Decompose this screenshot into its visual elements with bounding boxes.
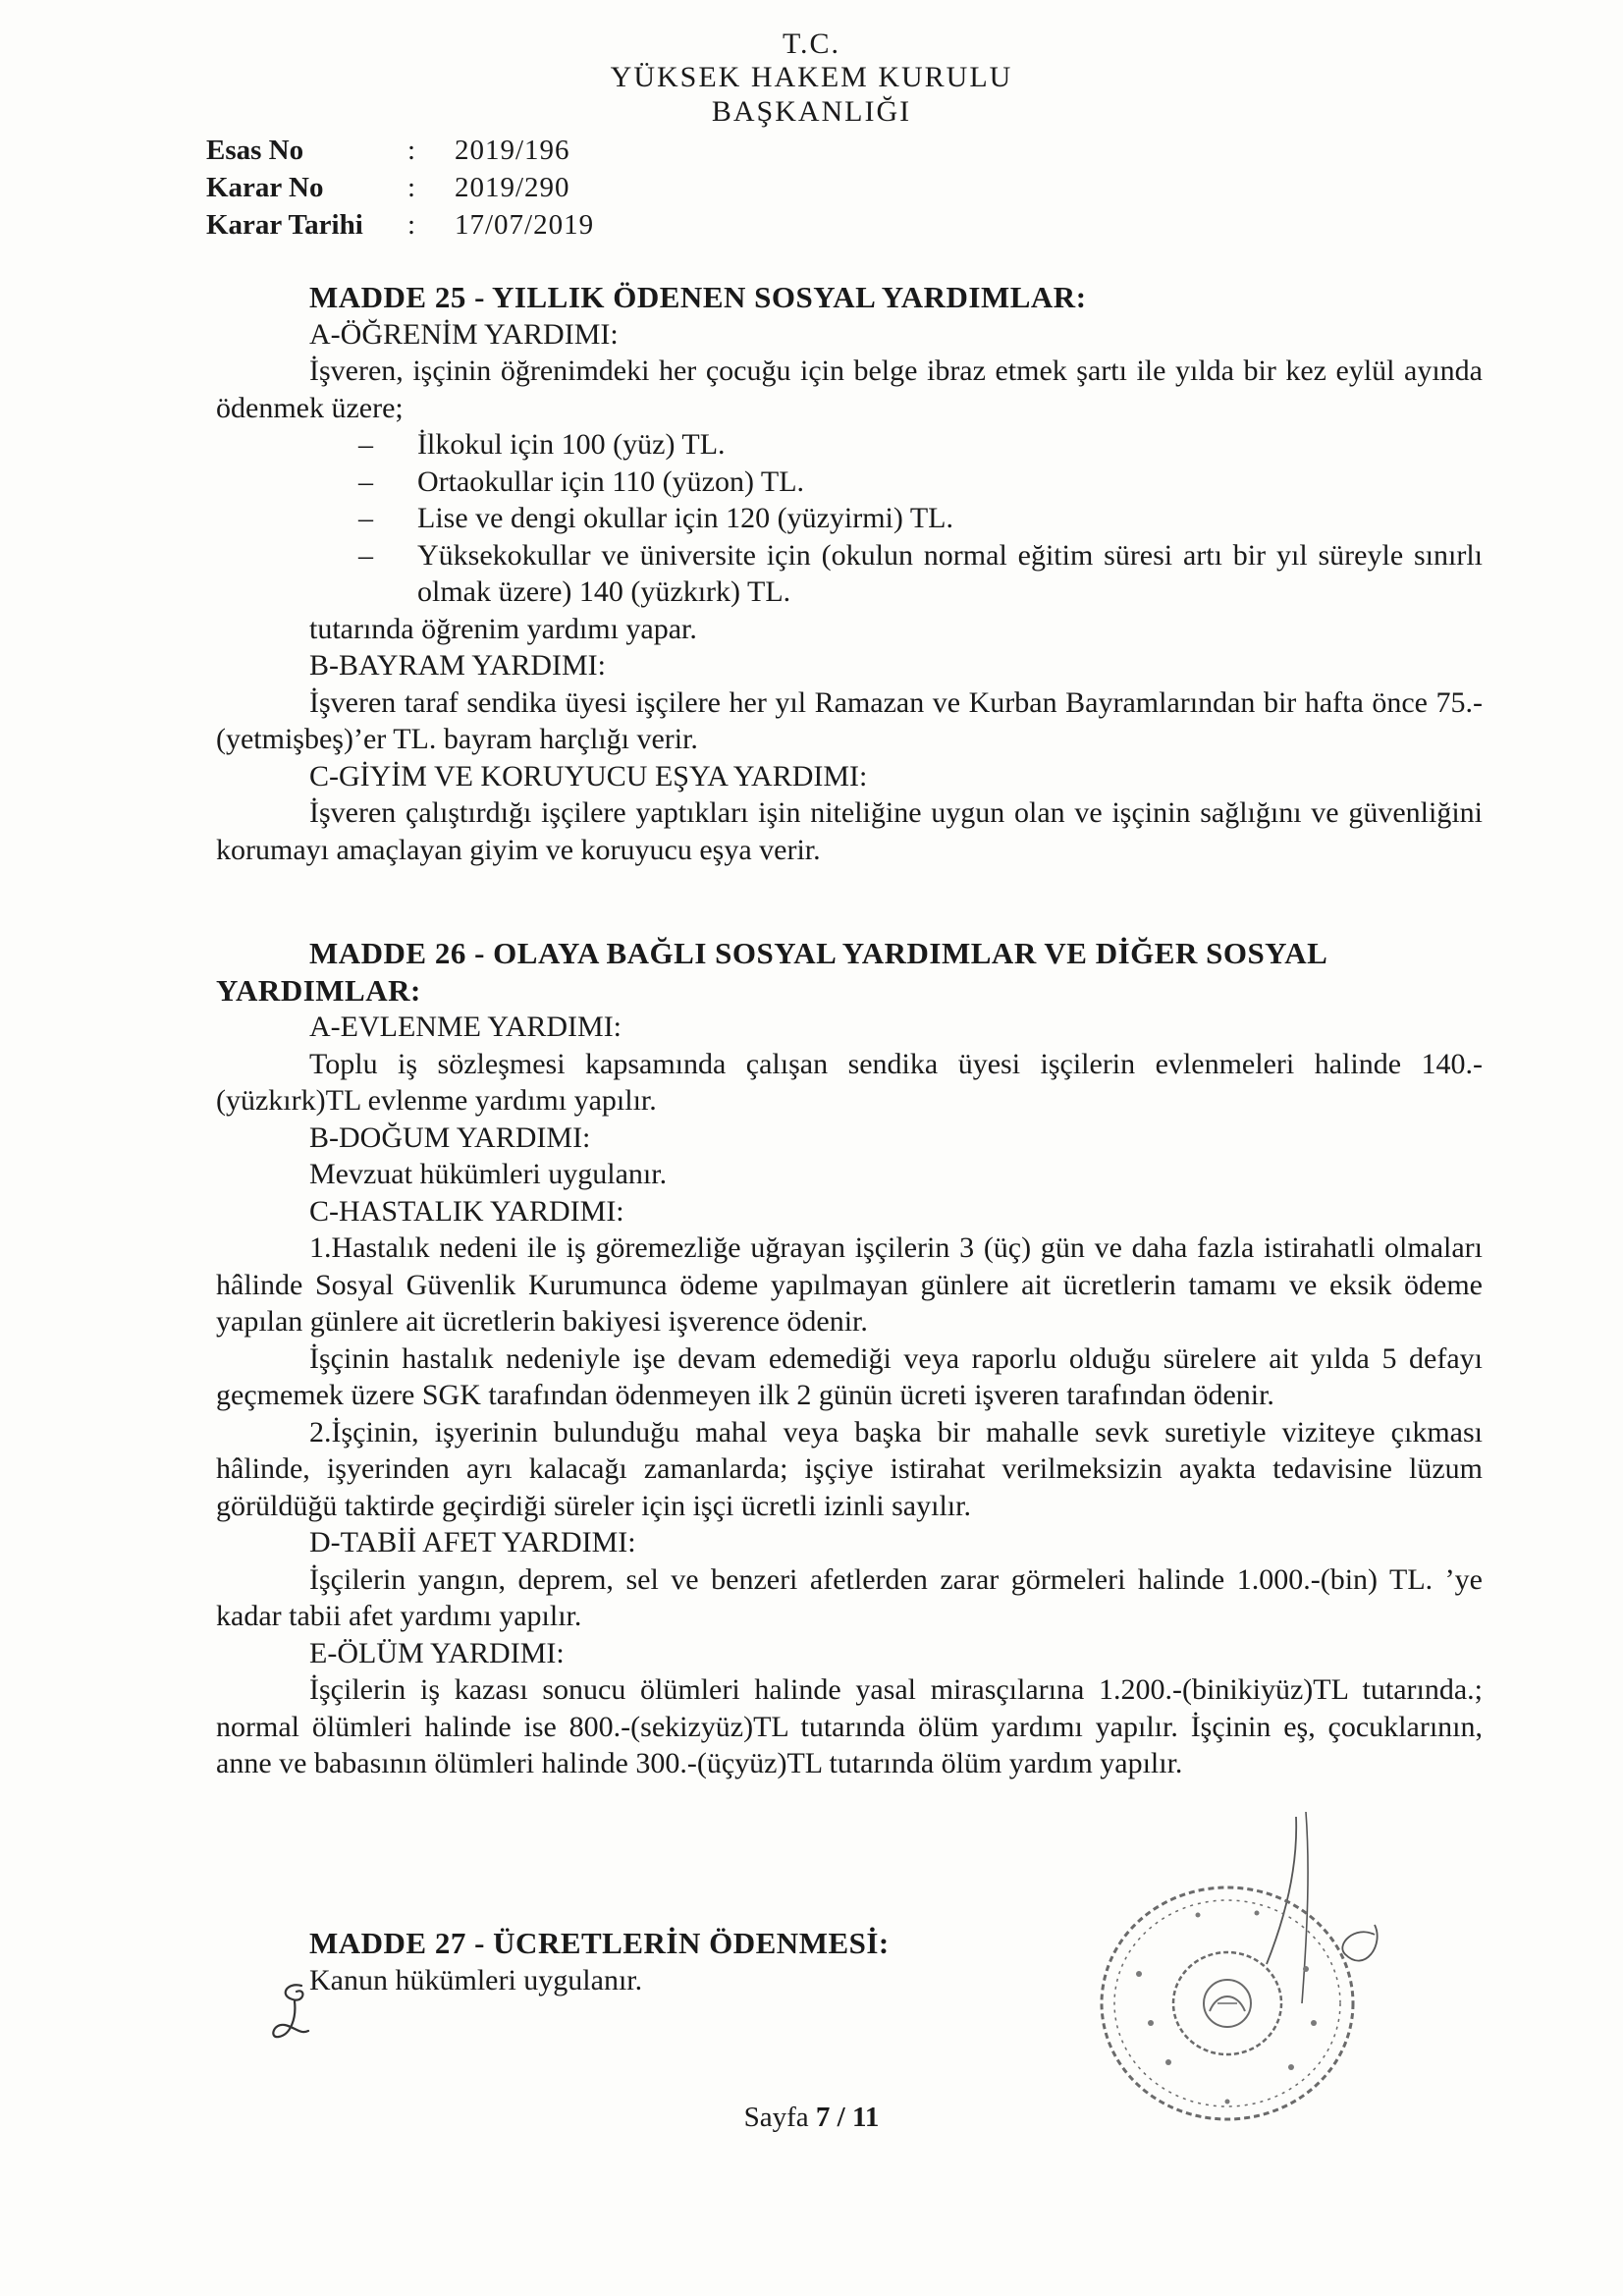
meta-value: 2019/290 (455, 172, 570, 203)
list-text: İlkokul için 100 (yüz) TL. (417, 428, 726, 461)
list-dash: – (358, 502, 373, 534)
section-title: A-ÖĞRENİM YARDIMI: (309, 317, 619, 351)
case-meta (206, 132, 594, 244)
list-item (216, 464, 1483, 501)
meta-value: 17/07/2019 (455, 209, 595, 241)
list-text: Lise ve dengi okullar için 120 (yüzyirmi) TL. (417, 502, 953, 534)
list-item (216, 537, 1483, 611)
section-text: İşveren çalıştırdığı işçilere yaptıkları işin niteliğine uygun olan ve işçinin sağlığını ve güvenliğini korumayı amaçlayan giyim ve koruyucu eşya verir. (216, 796, 1483, 866)
meta-colon: : (407, 135, 416, 166)
header-tc: T.C. (782, 27, 841, 60)
header-presidency: BAŞKANLIĞI (711, 95, 912, 128)
section-text: İşveren, işçinin öğrenimdeki her çocuğu için belge ibraz etmek şartı ile yılda bir kez eylül ayında ödenmek üzere; (216, 355, 1483, 424)
meta-colon: : (407, 209, 416, 241)
list-item (216, 426, 1483, 464)
section-title: B-BAYRAM YARDIMI: (309, 649, 606, 682)
page-number: 7 / 11 (815, 2102, 880, 2133)
article-title: MADDE 26 - OLAYA BAĞLI SOSYAL YARDIMLAR VE DİĞER SOSYAL (309, 936, 1328, 970)
article-title: MADDE 27 - ÜCRETLERİN ÖDENMESİ: (309, 1926, 890, 1960)
section-text: Kanun hükümleri uygulanır. (309, 1963, 643, 1996)
list-dash: – (358, 465, 373, 498)
meta-key: Karar No (206, 172, 324, 203)
article-title-cont: YARDIMLAR: (216, 972, 421, 1008)
page-footer (0, 2102, 1623, 2134)
list-text: Ortaokullar için 110 (yüzon) TL. (417, 465, 805, 498)
section-text: 2.İşçinin, işyerinin bulunduğu mahal veya başka bir mahalle sevk suretiyle viziteye çıkması hâlinde, işyerinden ayrı kalacağı zamanlarda; işçiye istirahat verilmeksizin ayakta tedavisine lüzum görüldüğü taktirde geçirdiği süreler için işçi ücretli izinli sayılır. (216, 1415, 1483, 1522)
section-title: A-EVLENME YARDIMI: (309, 1011, 622, 1043)
meta-row-tarih (206, 206, 594, 244)
section-text: Toplu iş sözleşmesi kapsamında çalışan sendika üyesi işçilerin evlenmeleri halinde 140.-(yüzkırk)TL evlenme yardımı yapılır. (216, 1047, 1483, 1117)
list-dash: – (358, 538, 373, 572)
section-text: 1.Hastalık nedeni ile iş göremezliğe uğrayan işçilerin 3 (üç) gün ve daha fazla istirahatli olmaları hâlinde Sosyal Güvenlik Kurumunca ödeme yapılmayan günlere ait ücretlerin tamamı ve eksik ödeme yapılan günlere ait ücretlerin bakiyesi işverence ödenir. (216, 1231, 1483, 1338)
madde-25 (216, 279, 1483, 868)
section-title: E-ÖLÜM YARDIMI: (309, 1636, 565, 1669)
section-title: C-HASTALIK YARDIMI: (309, 1194, 624, 1228)
section-title: D-TABİİ AFET YARDIMI: (309, 1526, 636, 1558)
section-text: Mevzuat hükümleri uygulanır. (309, 1158, 668, 1190)
meta-key: Karar Tarihi (206, 209, 363, 241)
meta-row-karar (206, 169, 594, 206)
section-text: tutarında öğrenim yardımı yapar. (309, 612, 697, 645)
list-item (216, 500, 1483, 537)
signature-initial (267, 1974, 336, 2052)
list-dash: – (358, 428, 373, 461)
section-text: İşçilerin iş kazası sonucu ölümleri halinde yasal mirasçılarına 1.200.-(binikiyüz)TL tutarında.; normal ölümleri halinde ise 800.-(sekizyüz)TL tutarında ölüm yardımı yapılır. İşçinin eş, çocuklarının, anne ve babasının ölümleri halinde 300.-(üçyüz)TL tutarında ölüm yardım yapılır. (216, 1673, 1483, 1779)
header-institution: YÜKSEK HAKEM KURULU (610, 61, 1013, 93)
section-title: C-GİYİM VE KORUYUCU EŞYA YARDIMI: (309, 759, 868, 793)
meta-colon: : (407, 172, 416, 203)
list-text: Yüksekokullar ve üniversite için (okulun normal eğitim süresi artı bir yıl süreyle sınırlı olmak üzere) 140 (yüzkırk) TL. (417, 538, 1483, 608)
madde-26 (216, 935, 1483, 1782)
section-text: İşçinin hastalık nedeniyle işe devam edemediği veya raporlu olduğu sürelere ait yılda 5 defayı geçmemek üzere SGK tarafından ödenmeyen ilk 2 günün ücreti işveren tarafından ödenir. (216, 1341, 1483, 1411)
section-text: İşveren taraf sendika üyesi işçilere her yıl Ramazan ve Kurban Bayramlarından bir hafta önce 75.-(yetmişbeş)’er TL. bayram harçlığı verir. (216, 685, 1483, 755)
meta-row-esas (206, 132, 594, 169)
section-title: B-DOĞUM YARDIMI: (309, 1121, 591, 1154)
meta-value: 2019/196 (455, 135, 570, 166)
article-title: MADDE 25 - YILLIK ÖDENEN SOSYAL YARDIMLAR: (309, 280, 1087, 314)
section-text: İşçilerin yangın, deprem, sel ve benzeri afetlerden zarar görmeleri halinde 1.000.-(bin) TL. ’ye kadar tabii afet yardımı yapılır. (216, 1562, 1483, 1632)
meta-key: Esas No (206, 135, 304, 166)
official-stamp (1080, 1866, 1375, 2141)
page-prefix: Sayfa (743, 2102, 809, 2133)
